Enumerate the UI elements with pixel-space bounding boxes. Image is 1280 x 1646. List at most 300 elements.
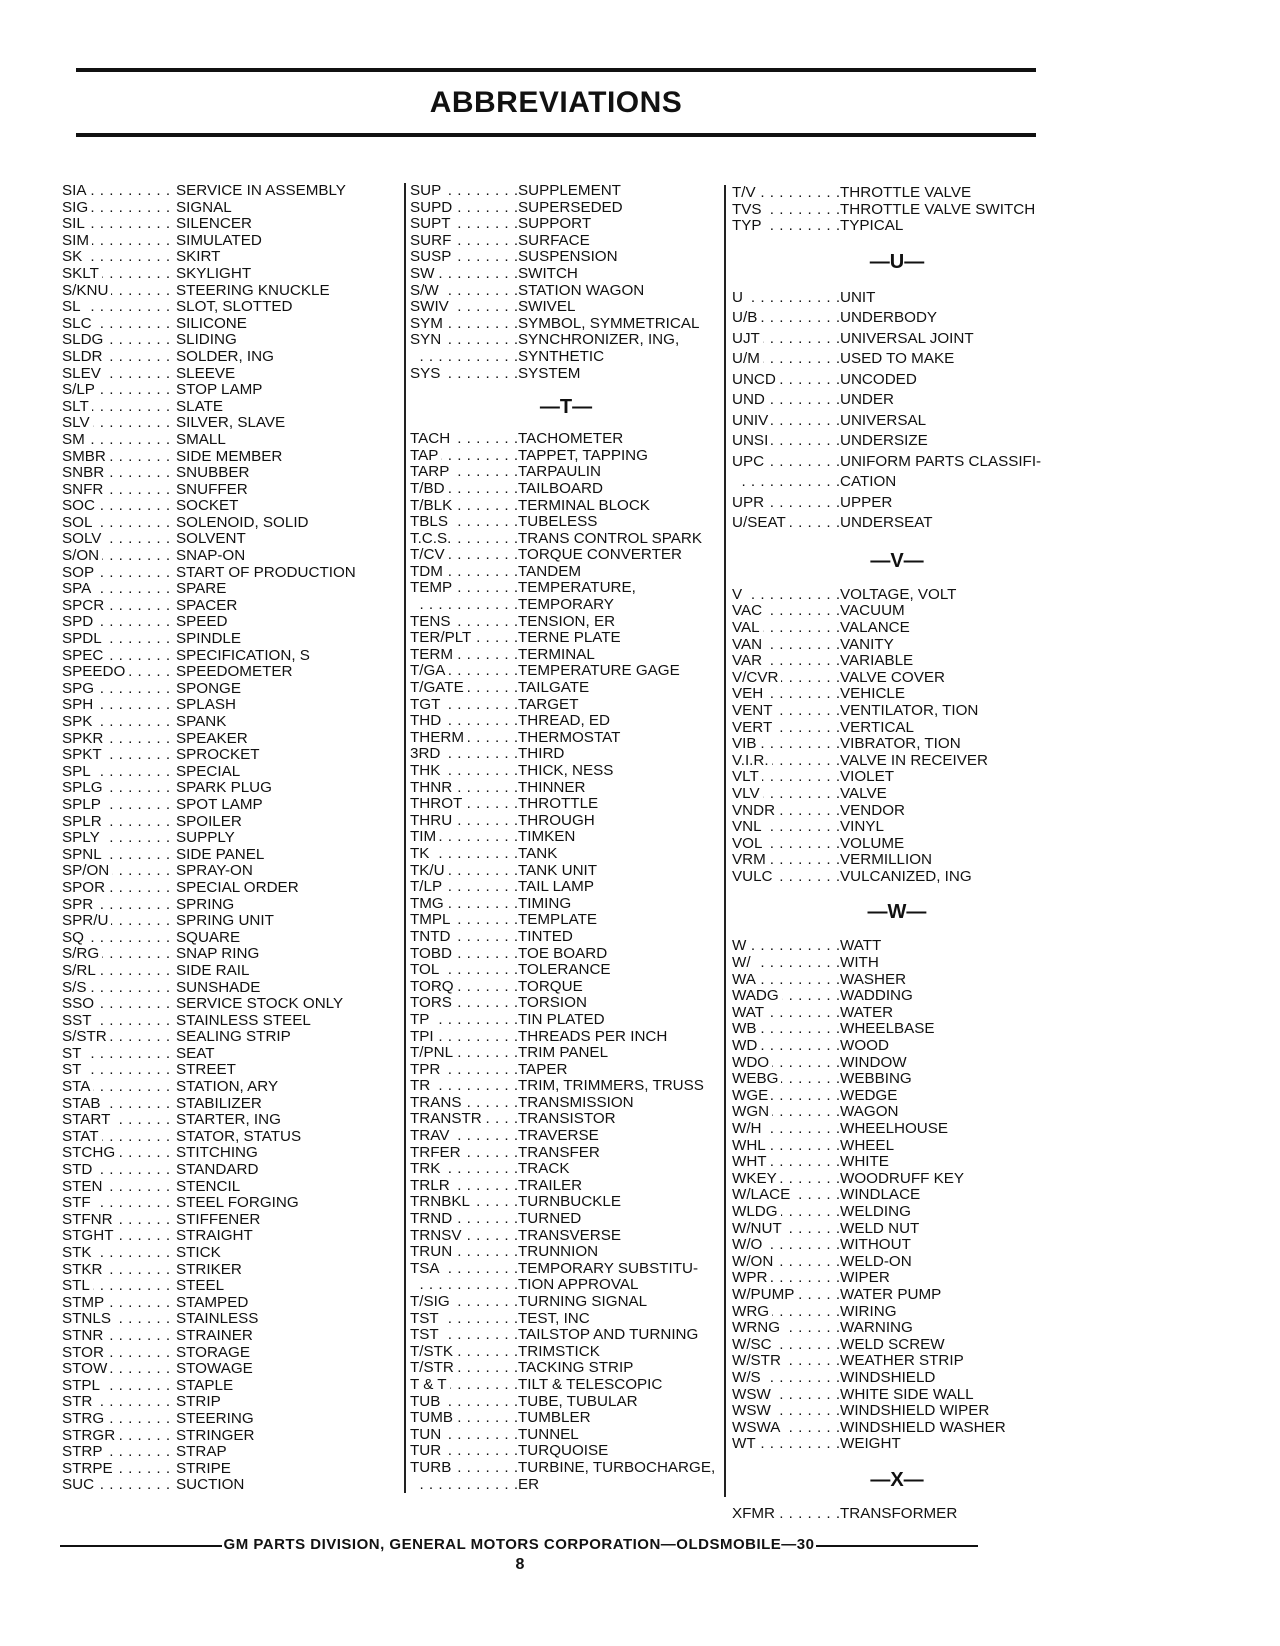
abbrev-meaning: TIMING — [518, 894, 572, 912]
abbrev-meaning: TURNBUCKLE — [518, 1193, 621, 1211]
abbrev-entry — [410, 995, 722, 1012]
abbrev-code-text: STAB — [62, 1096, 104, 1112]
abbrev-entry — [410, 366, 722, 383]
abbrev-code-text: WD — [732, 1038, 760, 1054]
abbrev-meaning: WADDING — [840, 987, 913, 1005]
abbrev-code-text: SST — [62, 1013, 95, 1029]
abbrev-code-text: SW — [410, 266, 437, 282]
abbrev-code — [732, 1021, 840, 1038]
abbrev-entry — [410, 763, 722, 780]
abbrev-meaning: STATION WAGON — [518, 281, 645, 299]
abbrev-code — [62, 764, 176, 781]
abbrev-code — [62, 548, 176, 565]
abbrev-code — [62, 747, 176, 764]
footer-text — [60, 1536, 978, 1553]
abbrev-code — [62, 366, 176, 383]
abbrev-entry — [410, 1012, 722, 1029]
abbrev-code — [732, 819, 840, 836]
abbrev-code — [410, 1029, 518, 1046]
abbrev-code-text: UNSI — [732, 432, 771, 449]
abbrev-entry — [410, 1327, 722, 1344]
abbrev-meaning: STATION, ARY — [176, 1078, 279, 1096]
abbrev-entry — [62, 1162, 392, 1179]
abbrev-code — [62, 1278, 176, 1295]
abbrev-code-text: TK/U — [410, 863, 448, 879]
abbrev-entry — [62, 897, 392, 914]
abbrev-entry — [732, 452, 1062, 473]
abbrev-entry — [732, 753, 1062, 770]
abbrev-entry — [62, 830, 392, 847]
abbrev-meaning: THREAD, ED — [518, 712, 610, 730]
abbrev-meaning: VIOLET — [840, 768, 895, 786]
abbrev-entry — [62, 200, 392, 217]
abbrev-code — [410, 1095, 518, 1112]
abbrev-code-text: SIL — [62, 216, 88, 232]
abbrev-code — [732, 736, 840, 753]
abbrev-code — [410, 1377, 518, 1394]
abbrev-code — [62, 1461, 176, 1478]
abbrev-code-text: W/LACE — [732, 1187, 793, 1203]
abbrev-meaning: SNAP RING — [176, 945, 260, 963]
abbrev-code-text: TUB — [410, 1394, 443, 1410]
abbrev-code-text: STRG — [62, 1411, 107, 1427]
abbrev-code — [732, 1071, 840, 1088]
abbrev-code — [62, 963, 176, 980]
abbrev-entry — [62, 1079, 392, 1096]
abbrev-list-u — [732, 288, 1062, 534]
abbrev-entry — [62, 1311, 392, 1328]
abbrev-meaning: SNUBBER — [176, 464, 250, 482]
abbrev-meaning: SIDE PANEL — [176, 845, 265, 863]
abbrev-code-text: TSA — [410, 1261, 443, 1277]
abbrev-entry — [62, 880, 392, 897]
abbrev-code — [62, 797, 176, 814]
abbrev-code — [410, 995, 518, 1012]
column-3 — [724, 184, 1062, 1522]
abbrev-code-text: UNCD — [732, 371, 779, 388]
abbrev-meaning: SPRING UNIT — [176, 912, 274, 930]
abbrev-code-text: SPL — [62, 764, 94, 780]
abbrev-meaning: THINNER — [518, 778, 586, 796]
abbrev-meaning: WHEELBASE — [840, 1020, 935, 1038]
abbrev-code — [732, 1370, 840, 1387]
abbrev-code-text: TUN — [410, 1427, 444, 1443]
abbrev-code-text: STAT — [62, 1129, 102, 1145]
page-number: 8 — [515, 1556, 525, 1573]
abbrev-meaning: SUPPLEMENT — [518, 182, 621, 199]
abbrev-entry — [732, 1387, 1062, 1404]
abbrev-code — [62, 382, 176, 399]
abbrev-code — [410, 349, 518, 366]
abbrev-code-text: TRAV — [410, 1128, 452, 1144]
abbrev-entry — [732, 308, 1062, 329]
abbrev-code — [410, 946, 518, 963]
abbrev-code-text: SUSP — [410, 249, 454, 265]
abbrev-meaning: SIDE RAIL — [176, 961, 250, 979]
abbrev-code-text: SPCR — [62, 598, 107, 614]
abbrev-meaning: THREADS PER INCH — [518, 1027, 668, 1045]
abbrev-code-text: TRK — [410, 1161, 443, 1177]
abbrev-entry — [410, 1277, 722, 1294]
abbrev-entry — [410, 1394, 722, 1411]
abbrev-meaning: SYSTEM — [518, 364, 581, 382]
abbrev-code-text: SIM — [62, 233, 92, 249]
abbrev-meaning: VOLUME — [840, 834, 905, 852]
abbrev-code-text: 3RD — [410, 746, 443, 762]
abbrev-entry — [732, 1237, 1062, 1254]
abbrev-meaning: SNUFFER — [176, 480, 248, 498]
abbrev-code — [410, 1360, 518, 1377]
abbrev-meaning: SPONGE — [176, 679, 241, 697]
abbrev-entry — [62, 249, 392, 266]
abbrev-meaning: VACUUM — [840, 602, 905, 620]
abbrev-code — [410, 1244, 518, 1261]
abbrev-code-text: T.C.S. — [410, 531, 454, 547]
abbrev-code-text: TRANS — [410, 1095, 464, 1111]
abbrev-entry — [732, 1436, 1062, 1453]
abbrev-meaning: TANK UNIT — [518, 861, 598, 879]
abbrev-entry — [410, 647, 722, 664]
abbrev-entry — [62, 664, 392, 681]
abbrev-meaning: TINTED — [518, 927, 573, 945]
abbrev-code-text: S/S — [62, 980, 89, 996]
abbrev-meaning: UPPER — [840, 493, 893, 511]
abbrev-code — [732, 972, 840, 989]
abbrev-code-text: TYP — [732, 218, 765, 234]
abbrev-entry — [62, 1345, 392, 1362]
abbrev-meaning: STEERING KNUCKLE — [176, 281, 330, 299]
abbrev-meaning: STRAP — [176, 1443, 227, 1461]
abbrev-meaning: VANITY — [840, 635, 894, 653]
abbrev-code-text: SL — [62, 299, 84, 315]
abbrev-code — [732, 803, 840, 820]
abbrev-code-text: TORQ — [410, 979, 457, 995]
abbrev-entry — [62, 614, 392, 631]
abbrev-code — [410, 216, 518, 233]
abbrev-meaning: VALVE COVER — [840, 668, 945, 686]
abbrev-entry — [62, 415, 392, 432]
abbrev-meaning: WINDLACE — [840, 1186, 921, 1204]
abbrev-meaning: WARNING — [840, 1319, 913, 1337]
abbrev-code-text: VOL — [732, 836, 765, 852]
abbrev-code — [410, 863, 518, 880]
abbrev-code — [732, 686, 840, 703]
abbrev-code-text: STFNR — [62, 1212, 116, 1228]
abbrev-code-text: SYN — [410, 332, 444, 348]
abbrev-code — [732, 1387, 840, 1404]
abbrev-entry — [62, 515, 392, 532]
abbrev-code — [410, 1427, 518, 1444]
abbrev-meaning: SILVER, SLAVE — [176, 414, 286, 432]
abbrev-code — [732, 1005, 840, 1022]
abbrev-code-text: SOP — [62, 565, 97, 581]
abbrev-entry — [410, 183, 722, 200]
abbrev-code — [732, 1204, 840, 1221]
abbrev-meaning: VOLTAGE, VOLT — [840, 585, 957, 603]
abbrev-list-v — [732, 587, 1062, 886]
abbrev-code-text: STRP — [62, 1444, 106, 1460]
abbrev-code — [410, 680, 518, 697]
abbrev-entry — [62, 216, 392, 233]
abbrev-meaning: SPACER — [176, 596, 238, 614]
abbrev-code — [410, 1277, 518, 1294]
abbrev-code-text: STCHG — [62, 1145, 118, 1161]
abbrev-entry — [732, 1254, 1062, 1271]
abbrev-code — [732, 1138, 840, 1155]
abbrev-entry — [410, 1078, 722, 1095]
abbrev-meaning: UNIT — [840, 288, 876, 306]
abbrev-meaning: WIRING — [840, 1302, 897, 1320]
abbrev-meaning: WOOD — [840, 1037, 889, 1055]
abbrev-meaning: SPANK — [176, 713, 227, 730]
abbrev-code — [732, 493, 840, 514]
abbrev-code-text: SOL — [62, 515, 95, 531]
abbrev-entry — [732, 803, 1062, 820]
abbrev-code-text — [410, 349, 413, 365]
abbrev-meaning: TENSION, ER — [518, 612, 616, 630]
abbrev-code — [410, 233, 518, 250]
abbrev-meaning: STANDARD — [176, 1161, 259, 1179]
abbrev-code-text: SUPD — [410, 200, 455, 216]
abbrev-code-text: STA — [62, 1079, 93, 1095]
abbrev-meaning: WEIGHT — [840, 1435, 901, 1453]
abbrev-code-text: UND — [732, 391, 768, 408]
abbrev-entry — [732, 1337, 1062, 1354]
abbrev-entry — [732, 1287, 1062, 1304]
abbrev-entry — [62, 1096, 392, 1113]
abbrev-entry — [62, 1428, 392, 1445]
abbrev-code-text — [410, 597, 413, 613]
section-heading-v: —V— — [870, 549, 924, 572]
abbrev-meaning: WAGON — [840, 1103, 899, 1121]
abbrev-entry — [62, 366, 392, 383]
abbrev-code — [410, 200, 518, 217]
abbrev-entry — [410, 1228, 722, 1245]
abbrev-code — [732, 852, 840, 869]
abbrev-code — [410, 266, 518, 283]
abbrev-code — [732, 786, 840, 803]
abbrev-meaning: TANDEM — [518, 562, 581, 580]
abbrev-meaning: TURNED — [518, 1210, 582, 1228]
abbrev-code-text: SWIV — [410, 299, 452, 315]
abbrev-code — [410, 1178, 518, 1195]
abbrev-code-text: V.I.R. — [732, 753, 772, 769]
abbrev-code — [732, 411, 840, 432]
abbrev-entry — [62, 1245, 392, 1262]
abbrev-entry — [62, 1328, 392, 1345]
abbrev-code-text: U/SEAT — [732, 514, 789, 531]
abbrev-code — [732, 653, 840, 670]
abbrev-code-text: SPR — [62, 897, 96, 913]
abbrev-code — [410, 663, 518, 680]
abbrev-entry — [62, 996, 392, 1013]
abbrev-meaning: TILT & TELESCOPIC — [518, 1375, 663, 1393]
abbrev-entry — [732, 1270, 1062, 1287]
abbrev-entry — [62, 399, 392, 416]
abbrev-code-text: THRU — [410, 813, 455, 829]
abbrev-meaning: WINDSHIELD WIPER — [840, 1402, 990, 1420]
abbrev-entry — [62, 598, 392, 615]
abbrev-entry — [62, 963, 392, 980]
abbrev-meaning: SLOT, SLOTTED — [176, 298, 293, 316]
abbrev-code-text: W/S — [732, 1370, 764, 1386]
abbrev-code — [62, 830, 176, 847]
abbrev-code-text: TEMP — [410, 580, 455, 596]
abbrev-meaning: TACHOMETER — [518, 430, 624, 448]
abbrev-code-text: W/STR — [732, 1353, 784, 1369]
abbrev-code — [62, 1112, 176, 1129]
abbrev-code-text: W/SC — [732, 1337, 775, 1353]
abbrev-code — [62, 631, 176, 648]
abbrev-code — [410, 1443, 518, 1460]
abbrev-code — [732, 1304, 840, 1321]
abbrev-code-text: WSW — [732, 1387, 774, 1403]
abbrev-code-text: SPK — [62, 714, 95, 730]
abbrev-code — [62, 731, 176, 748]
abbrev-meaning: TRANSVERSE — [518, 1226, 621, 1244]
abbrev-entry — [732, 1088, 1062, 1105]
abbrev-meaning: SURFACE — [518, 231, 590, 249]
abbrev-entry — [62, 1361, 392, 1378]
abbrev-meaning: SPOT LAMP — [176, 795, 263, 813]
abbrev-entry — [62, 498, 392, 515]
abbrev-code-text: W — [732, 938, 749, 954]
abbrev-code — [732, 1237, 840, 1254]
abbrev-code-text: W/ — [732, 955, 754, 971]
abbrev-entry — [732, 1353, 1062, 1370]
abbrev-code-text: T/BLK — [410, 498, 455, 514]
abbrev-entry — [410, 498, 722, 515]
section-heading-t: —T— — [539, 396, 593, 419]
abbrev-entry — [62, 980, 392, 997]
abbrev-code-text: THROT — [410, 796, 465, 812]
abbrev-entry — [410, 216, 722, 233]
abbrev-meaning: SUPERSEDED — [518, 198, 623, 216]
abbrev-meaning: SPLASH — [176, 696, 236, 714]
abbrev-code-text: SLDR — [62, 349, 106, 365]
abbrev-code-text: SPLR — [62, 814, 105, 830]
column-1 — [62, 183, 392, 1494]
abbrev-meaning: TRUNNION — [518, 1243, 599, 1261]
abbrev-meaning: SOLVENT — [176, 530, 246, 548]
abbrev-code — [62, 332, 176, 349]
abbrev-code-text: WHL — [732, 1138, 769, 1154]
abbrev-code-text: TUMB — [410, 1410, 456, 1426]
abbrev-entry — [62, 548, 392, 565]
abbrev-code-text: WDO — [732, 1055, 772, 1071]
abbrev-code-text: WRG — [732, 1304, 772, 1320]
abbrev-code-text: WAT — [732, 1005, 767, 1021]
abbrev-entry — [62, 332, 392, 349]
abbrev-code — [62, 1245, 176, 1262]
abbrev-meaning: TIMKEN — [518, 828, 576, 846]
abbrev-code — [410, 929, 518, 946]
abbrev-code-text: WLDG — [732, 1204, 781, 1220]
abbrev-code-text: ST — [62, 1062, 84, 1078]
abbrev-code — [62, 1477, 176, 1494]
abbrev-code — [410, 1145, 518, 1162]
abbrev-meaning: STORAGE — [176, 1343, 250, 1361]
abbrev-code-text: UNIV — [732, 412, 771, 429]
abbrev-code — [62, 614, 176, 631]
abbrev-code-text: TOBD — [410, 946, 455, 962]
abbrev-meaning: VENTILATOR, TION — [840, 701, 979, 719]
abbrev-entry — [732, 370, 1062, 391]
abbrev-entry — [410, 580, 722, 597]
abbrev-meaning: STAMPED — [176, 1293, 249, 1311]
abbrev-meaning: VIBRATOR, TION — [840, 735, 961, 753]
abbrev-code — [62, 1079, 176, 1096]
abbrev-entry — [62, 233, 392, 250]
abbrev-meaning: TUMBLER — [518, 1409, 591, 1427]
abbrev-entry — [732, 653, 1062, 670]
abbrev-entry — [62, 183, 392, 200]
abbrev-meaning: TAPER — [518, 1060, 568, 1078]
abbrev-entry — [410, 680, 722, 697]
abbrev-meaning: TARGET — [518, 695, 579, 713]
abbrev-meaning: TARPAULIN — [518, 463, 601, 481]
abbrev-code — [62, 897, 176, 914]
abbrev-entry — [62, 316, 392, 333]
abbrev-entry — [62, 1013, 392, 1030]
abbrev-meaning: STICK — [176, 1244, 221, 1261]
abbrev-meaning: SMALL — [176, 430, 226, 448]
abbrev-entry — [410, 249, 722, 266]
abbrev-entry — [732, 587, 1062, 604]
abbrev-entry — [62, 1444, 392, 1461]
abbrev-entry — [410, 1194, 722, 1211]
abbrev-meaning: UNIFORM PARTS CLASSIFI- — [840, 452, 1042, 470]
abbrev-meaning: WOODRUFF KEY — [840, 1169, 965, 1187]
abbrev-code-text: STGHT — [62, 1228, 116, 1244]
abbrev-code — [410, 332, 518, 349]
abbrev-code-text: TVS — [732, 202, 765, 218]
abbrev-meaning: WEBBING — [840, 1070, 912, 1088]
abbrev-code — [410, 1344, 518, 1361]
abbrev-meaning: SIGNAL — [176, 198, 232, 216]
abbrev-meaning: VENDOR — [840, 801, 905, 819]
abbrev-meaning: TUNNEL — [518, 1425, 579, 1443]
abbrev-code-text: SLT — [62, 399, 92, 415]
abbrev-code — [62, 1394, 176, 1411]
abbrev-code-text: VERT — [732, 720, 775, 736]
abbrev-code-text: TORS — [410, 995, 455, 1011]
abbrev-meaning: SLIDING — [176, 331, 237, 349]
abbrev-code — [410, 1111, 518, 1128]
abbrev-entry — [62, 1477, 392, 1494]
abbrev-code — [732, 1055, 840, 1072]
abbrev-entry — [410, 1145, 722, 1162]
abbrev-code — [732, 703, 840, 720]
abbrev-code-text: SLC — [62, 316, 95, 332]
abbrev-meaning: TIN PLATED — [518, 1010, 605, 1028]
abbrev-entry — [732, 202, 1062, 219]
section-heading-u: —U— — [869, 250, 925, 273]
abbrev-entry — [62, 465, 392, 482]
abbrev-meaning: STRIPE — [176, 1459, 231, 1477]
abbrev-meaning: SPECIAL ORDER — [176, 878, 299, 896]
abbrev-code-text: WA — [732, 972, 759, 988]
abbrev-code — [732, 955, 840, 972]
abbrev-code-text: SNBR — [62, 465, 107, 481]
abbrev-code-text: STR — [62, 1394, 95, 1410]
abbrev-code — [62, 598, 176, 615]
abbrev-code-text: T/STK — [410, 1344, 456, 1360]
abbrev-code-text: SM — [62, 432, 88, 448]
abbrev-code-text: TRND — [410, 1211, 455, 1227]
abbrev-code-text: SIA — [62, 183, 89, 199]
abbrev-entry — [732, 1320, 1062, 1337]
